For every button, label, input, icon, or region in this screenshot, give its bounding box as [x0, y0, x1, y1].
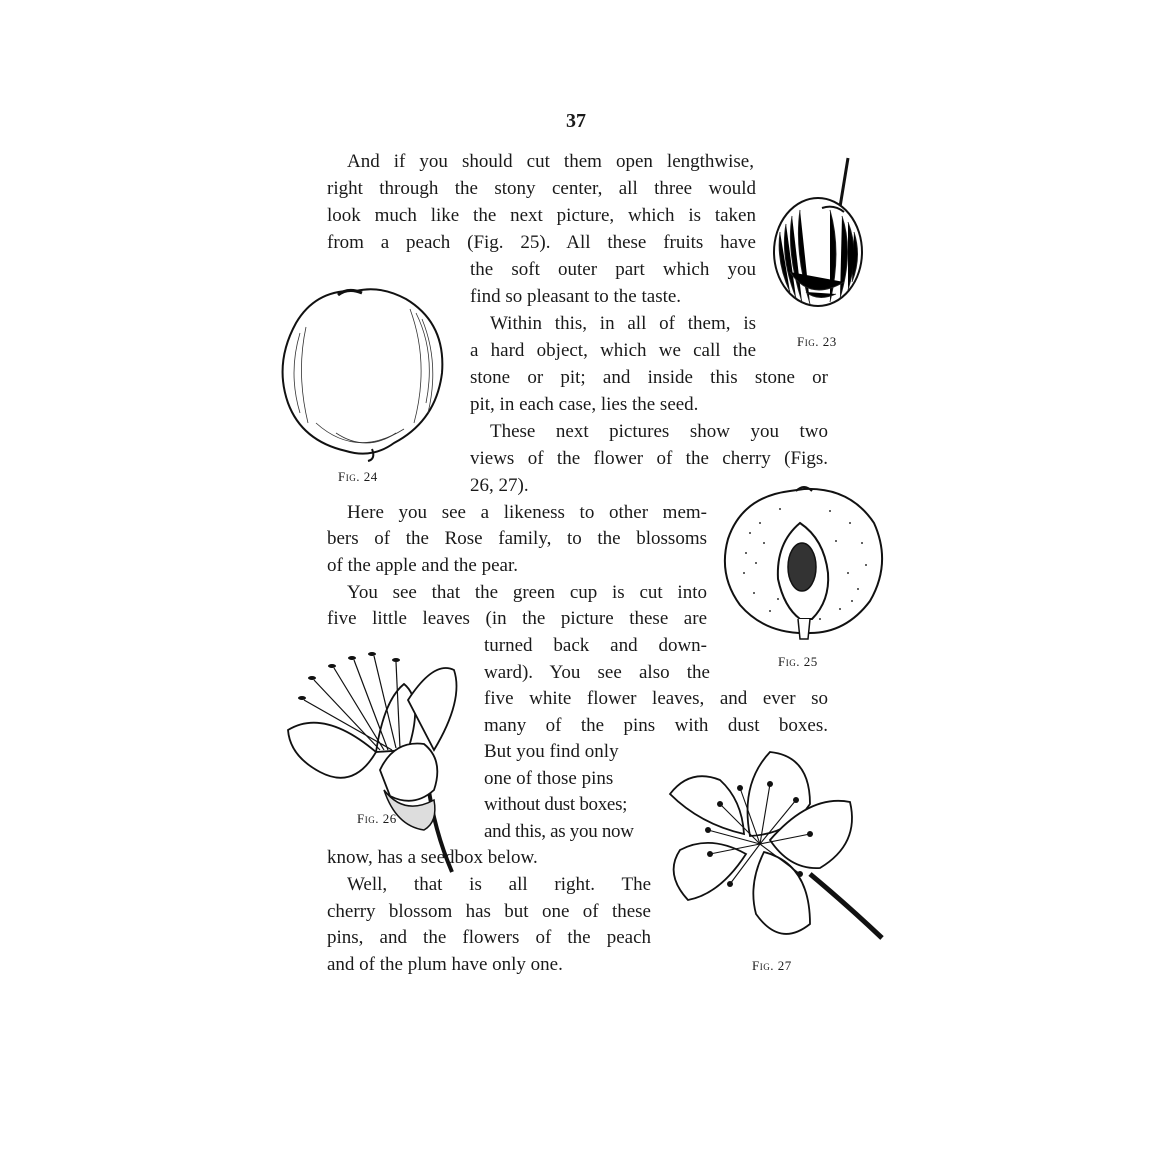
text-line: And if you should cut them open lengthwise,	[347, 151, 754, 172]
text-line: views of the flower of the cherry (Figs.	[470, 448, 828, 469]
text-line: pit, in each case, lies the seed.	[470, 394, 699, 415]
text-line: a hard object, which we call the	[470, 340, 756, 361]
text-line: five white flower leaves, and ever so	[484, 688, 828, 709]
text-line: of the apple and the pear.	[327, 555, 518, 576]
text-line: one of those pins	[484, 768, 614, 789]
figure-caption: Fig. 23	[797, 334, 837, 349]
text-line: These next pictures show you two	[490, 421, 828, 442]
figure-caption: Fig. 27	[752, 958, 792, 973]
text-line: Here you see a likeness to other mem-	[347, 502, 707, 523]
text-line: stone or pit; and inside this stone or	[470, 367, 828, 388]
text-line: and this, as you now	[484, 821, 634, 842]
text-line: But you find only	[484, 741, 619, 762]
peach-section-icon	[720, 483, 890, 643]
figure-caption: Fig. 25	[778, 654, 818, 669]
text-line: bers of the Rose family, to the blossoms	[327, 528, 707, 549]
figure-caption: Fig. 24	[338, 469, 378, 484]
text-line: find so pleasant to the taste.	[470, 286, 682, 307]
text-line: You see that the green cup is cut into	[347, 582, 707, 603]
text-line: from a peach (Fig. 25). All these fruits have	[327, 232, 756, 253]
page-number: 37	[566, 110, 586, 132]
cherry-blossom-front-icon	[660, 744, 890, 950]
text-line: five little leaves (in the picture these are	[327, 608, 707, 629]
text-line: Well, that is all right. The	[347, 874, 651, 895]
figure-caption: Fig. 26	[357, 811, 397, 826]
text-line: know, has a seedbox below.	[327, 847, 538, 868]
plum-icon	[770, 152, 870, 312]
text-line: look much like the next picture, which is taken	[327, 205, 756, 226]
text-line: without dust boxes;	[484, 794, 628, 815]
text-line: ward). You see also the	[484, 662, 710, 683]
text-line: many of the pins with dust boxes.	[484, 715, 828, 736]
peach-icon	[276, 283, 448, 463]
text-line: the soft outer part which you	[470, 259, 756, 280]
text-line: turned back and down-	[484, 635, 707, 656]
text-line: right through the stony center, all three would	[327, 178, 756, 199]
text-line: pins, and the flowers of the peach	[327, 927, 651, 948]
text-line: Within this, in all of them, is	[490, 313, 756, 334]
text-line: cherry blossom has but one of these	[327, 901, 651, 922]
cherry-flower-side-icon	[284, 640, 466, 876]
text-line: 26, 27).	[470, 475, 529, 496]
text-line: and of the plum have only one.	[327, 954, 563, 975]
